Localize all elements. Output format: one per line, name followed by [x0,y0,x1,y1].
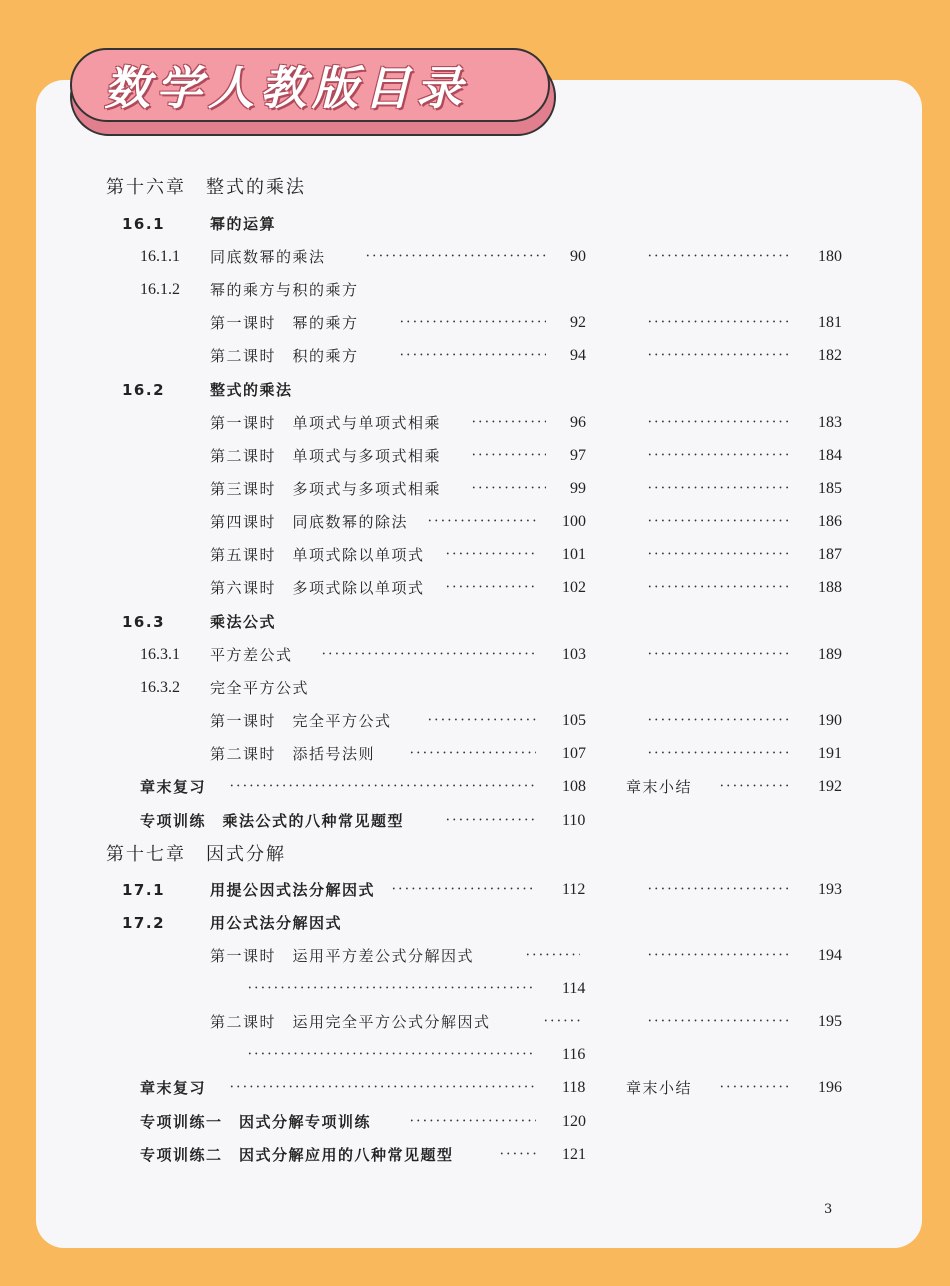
lesson-title: 第四课时 同底数幂的除法 [210,513,409,531]
leader-dots [648,512,790,532]
leader-dots [446,811,536,831]
page-ref: 90 [570,248,586,265]
page-ref-answer: 189 [818,646,842,663]
leader-dots [648,946,790,966]
page-ref: 107 [562,745,586,762]
leader-dots [400,313,546,333]
leader-dots [410,744,536,764]
page-ref-answer: 184 [818,447,842,464]
lesson-title: 第一课时 单项式与单项式相乘 [210,414,442,432]
page-ref: 92 [570,314,586,331]
page-ref: 118 [562,1079,586,1096]
training-title: 专项训练 乘法公式的八种常见题型 [140,812,405,830]
leader-dots [648,880,790,900]
leader-dots [392,880,536,900]
leader-dots [400,346,546,366]
lesson-title: 第一课时 完全平方公式 [210,712,392,730]
section-code: 16.1 [122,215,166,233]
leader-dots [526,946,580,966]
leader-dots [446,578,536,598]
subsection-code: 16.3.2 [140,679,180,696]
summary-title: 章末小结 [626,778,693,796]
page-ref: 114 [562,980,586,997]
page-ref-answer: 194 [818,947,842,964]
leader-dots [648,545,790,565]
leader-dots [648,346,790,366]
page-ref-answer: 192 [818,778,842,795]
leader-dots [648,479,790,499]
lesson-title: 第一课时 运用平方差公式分解因式 [210,947,475,965]
leader-dots [648,744,790,764]
training-title: 专项训练一 因式分解专项训练 [140,1113,372,1131]
page-ref-answer: 191 [818,745,842,762]
chapter-title: 第十七章 因式分解 [106,844,286,865]
leader-dots [322,645,536,665]
page-ref: 99 [570,480,586,497]
page-ref: 112 [562,881,586,898]
section-title: 用提公因式法分解因式 [210,881,376,899]
leader-dots [648,413,790,433]
section-title: 整式的乘法 [210,381,293,399]
leader-dots [230,777,536,797]
page-title: 数学人教版目录 [104,61,468,115]
page-ref: 100 [562,513,586,530]
page-ref-answer: 190 [818,712,842,729]
leader-dots [544,1012,580,1032]
page-ref: 110 [562,812,586,829]
leader-dots [410,1112,536,1132]
page-ref-answer: 187 [818,546,842,563]
lesson-title: 第二课时 运用完全平方公式分解因式 [210,1013,491,1031]
lesson-title: 第五课时 单项式除以单项式 [210,546,425,564]
page-ref: 120 [562,1113,586,1130]
leader-dots [648,645,790,665]
page-ref: 102 [562,579,586,596]
leader-dots [648,247,790,267]
page-ref-answer: 196 [818,1079,842,1096]
subsection-code: 16.1.2 [140,281,180,298]
leader-dots [366,247,546,267]
page-ref: 116 [562,1046,586,1063]
chapter-title: 第十六章 整式的乘法 [106,177,306,198]
subsection-title: 同底数幂的乘法 [210,248,326,266]
lesson-title: 第六课时 多项式除以单项式 [210,579,425,597]
leader-dots [248,1045,536,1065]
leader-dots [648,313,790,333]
page-ref: 96 [570,414,586,431]
page-ref: 105 [562,712,586,729]
leader-dots [248,979,536,999]
leader-dots [472,413,546,433]
review-title: 章末复习 [140,778,207,796]
section-code: 17.2 [122,914,166,932]
leader-dots [428,512,536,532]
section-title: 幂的运算 [210,215,277,233]
page-ref-answer: 180 [818,248,842,265]
training-title: 专项训练二 因式分解应用的八种常见题型 [140,1146,454,1164]
subsection-code: 16.3.1 [140,646,180,663]
page-ref-answer: 183 [818,414,842,431]
leader-dots [648,711,790,731]
page-ref: 101 [562,546,586,563]
leader-dots [648,1012,790,1032]
lesson-title: 第二课时 积的乘方 [210,347,359,365]
section-title: 用公式法分解因式 [210,914,343,932]
page-ref: 94 [570,347,586,364]
leader-dots [720,1078,790,1098]
leader-dots [648,578,790,598]
page-ref-answer: 195 [818,1013,842,1030]
page-ref-answer: 186 [818,513,842,530]
page-ref-answer: 185 [818,480,842,497]
leader-dots [428,711,536,731]
lesson-title: 第二课时 添括号法则 [210,745,376,763]
leader-dots [472,446,546,466]
section-title: 乘法公式 [210,613,277,631]
leader-dots [446,545,536,565]
leader-dots [230,1078,536,1098]
page-ref: 121 [562,1146,586,1163]
subsection-title: 幂的乘方与积的乘方 [210,281,359,299]
lesson-title: 第三课时 多项式与多项式相乘 [210,480,442,498]
review-title: 章末复习 [140,1079,207,1097]
lesson-title: 第一课时 幂的乘方 [210,314,359,332]
lesson-title: 第二课时 单项式与多项式相乘 [210,447,442,465]
subsection-title: 平方差公式 [210,646,293,664]
leader-dots [648,446,790,466]
page-ref: 103 [562,646,586,663]
page-number: 3 [824,1202,833,1217]
leader-dots [720,777,790,797]
subsection-code: 16.1.1 [140,248,180,265]
leader-dots [500,1145,536,1165]
page-ref-answer: 193 [818,881,842,898]
page-ref-answer: 181 [818,314,842,331]
page-ref: 108 [562,778,586,795]
section-code: 16.3 [122,613,166,631]
section-code: 16.2 [122,381,166,399]
leader-dots [472,479,546,499]
summary-title: 章末小结 [626,1079,693,1097]
page-ref-answer: 182 [818,347,842,364]
section-code: 17.1 [122,881,166,899]
subsection-title: 完全平方公式 [210,679,310,697]
page-ref: 97 [570,447,586,464]
page-ref-answer: 188 [818,579,842,596]
